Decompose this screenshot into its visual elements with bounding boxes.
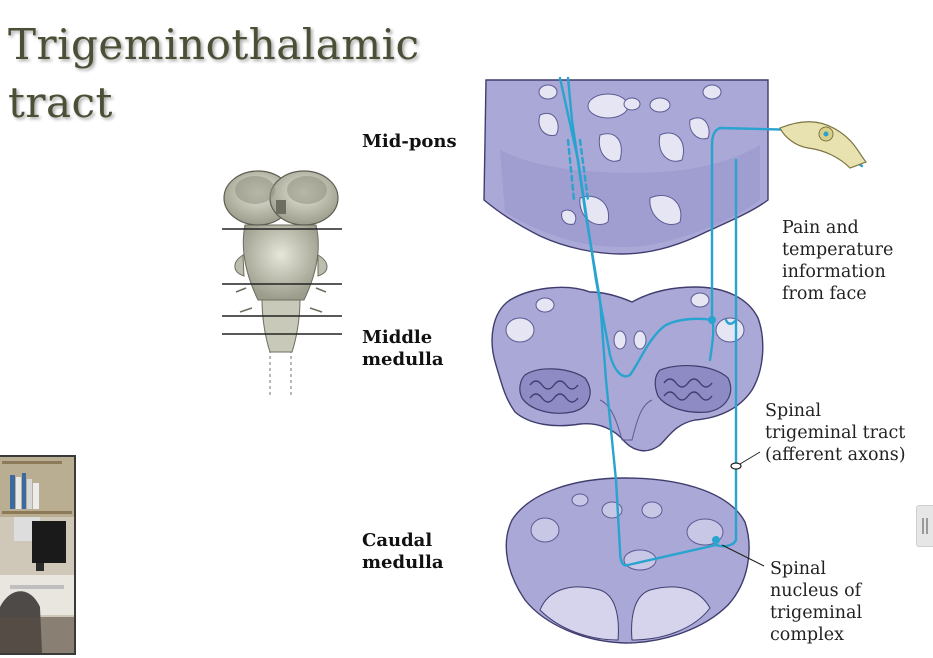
annotation-spinal-trigeminal-tract: Spinal trigeminal tract (afferent axons) xyxy=(765,401,906,465)
leader-spinal-tract xyxy=(740,452,760,464)
webcam-video[interactable] xyxy=(0,455,76,655)
synapse-middle-medulla xyxy=(708,316,716,324)
section-mid-pons xyxy=(484,80,768,254)
side-panel-handle[interactable] xyxy=(916,505,933,547)
trigeminal-ganglion xyxy=(780,122,866,168)
label-caudal-medulla: Caudal medulla xyxy=(362,530,444,573)
label-mid-pons: Mid-pons xyxy=(362,131,457,152)
annotation-spinal-nucleus: Spinal nucleus of trigeminal complex xyxy=(770,559,863,645)
tract-cross-section-marker xyxy=(731,463,741,469)
slide-title-line-1: Trigeminothalamic xyxy=(8,20,420,69)
webcam-scene xyxy=(0,457,74,653)
section-caudal-medulla xyxy=(506,478,749,643)
synapse-caudal-medulla xyxy=(712,536,720,544)
label-middle-medulla: Middle medulla xyxy=(362,327,444,370)
section-middle-medulla xyxy=(492,287,763,451)
slide-title-line-2: tract xyxy=(8,78,113,127)
annotation-pain-temperature: Pain and temperature information from face xyxy=(782,218,894,304)
brainstem-overview xyxy=(222,171,342,398)
